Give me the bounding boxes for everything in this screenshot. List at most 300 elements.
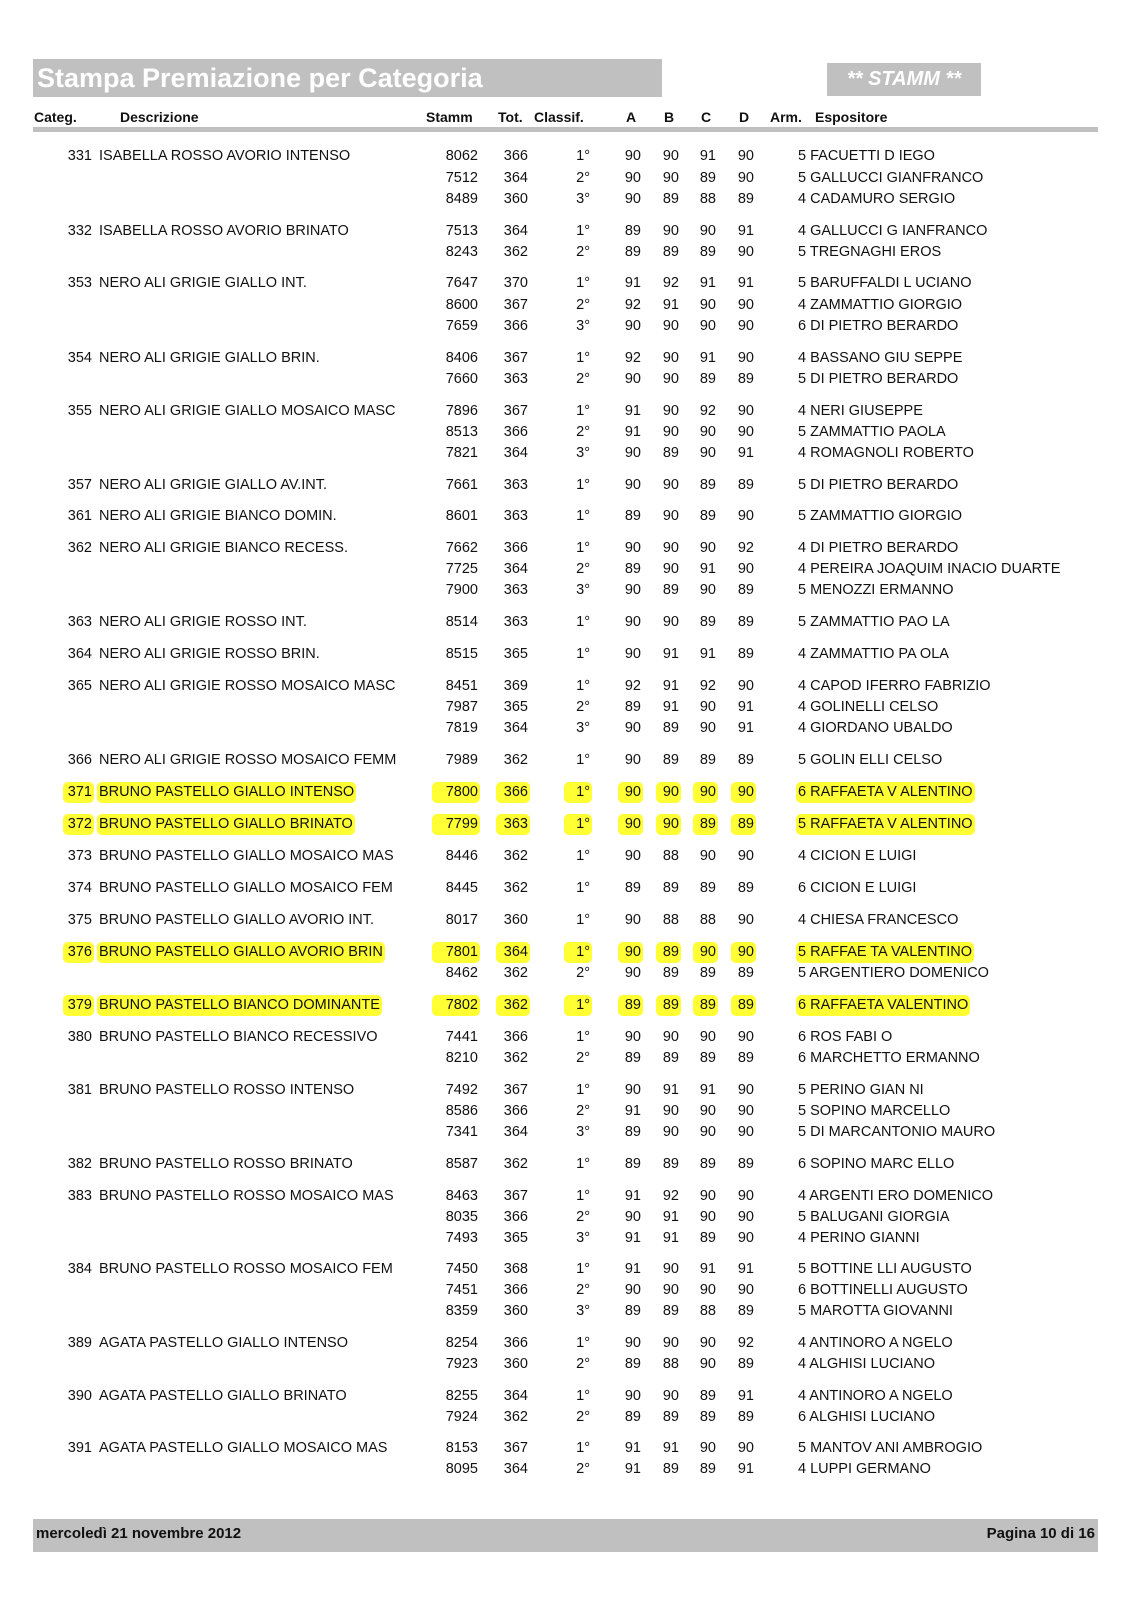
row-score-d: 89 — [737, 477, 754, 493]
row-categ: 353 — [67, 275, 92, 291]
table-row — [0, 146, 1131, 167]
row-score-d: 89 — [737, 582, 754, 598]
row-score-c: 89 — [699, 170, 716, 186]
row-score-c: 88 — [699, 912, 716, 928]
row-score-c: 90 — [699, 445, 716, 461]
row-espositore: 4 PEREIRA JOAQUIM INACIO DUARTE — [798, 561, 1061, 577]
table-row-highlighted — [0, 942, 1131, 963]
row-espositore: 4 CICION E LUIGI — [798, 848, 917, 864]
row-categ: 354 — [67, 350, 92, 366]
row-stamm: 8451 — [445, 678, 478, 694]
row-score-c: 91 — [699, 148, 716, 164]
row-espositore: 6 MARCHETTO ERMANNO — [798, 1050, 980, 1066]
row-total: 366 — [503, 1335, 528, 1351]
row-total: 363 — [503, 614, 528, 630]
row-score-c: 90 — [699, 1124, 716, 1140]
row-espositore: 5 DI PIETRO BERARDO — [798, 371, 959, 387]
row-classif: 1° — [576, 912, 590, 928]
row-score-d: 91 — [737, 699, 754, 715]
row-score-c: 92 — [699, 678, 716, 694]
table-row — [0, 1259, 1131, 1280]
row-total: 366 — [503, 148, 528, 164]
row-score-b: 90 — [662, 477, 679, 493]
row-stamm: 7659 — [445, 318, 478, 334]
row-score-a: 90 — [624, 1282, 641, 1298]
row-categ: 332 — [67, 223, 92, 239]
row-score-d: 91 — [737, 1261, 754, 1277]
row-score-c: 89 — [693, 995, 718, 1016]
row-classif: 1° — [564, 814, 592, 835]
row-total: 363 — [503, 582, 528, 598]
column-header-tot: Tot. — [498, 109, 523, 125]
row-espositore: 4 CADAMURO SERGIO — [798, 191, 956, 207]
row-score-a: 90 — [624, 752, 641, 768]
row-score-d: 89 — [737, 1356, 754, 1372]
row-score-a: 90 — [624, 148, 641, 164]
row-espositore: 5 TREGNAGHI EROS — [798, 244, 942, 260]
row-stamm: 8254 — [445, 1335, 478, 1351]
row-score-d: 90 — [737, 912, 754, 928]
row-score-a: 90 — [624, 371, 641, 387]
row-stamm: 8446 — [445, 848, 478, 864]
row-description: BRUNO PASTELLO ROSSO MOSAICO FEM — [99, 1261, 393, 1277]
row-total: 367 — [503, 403, 528, 419]
table-row — [0, 1438, 1131, 1459]
row-total: 366 — [503, 1029, 528, 1045]
column-header-b: B — [664, 109, 675, 125]
row-score-d: 90 — [731, 942, 756, 963]
row-stamm: 8017 — [445, 912, 478, 928]
row-stamm: 8601 — [445, 508, 478, 524]
row-score-a: 90 — [624, 1082, 641, 1098]
row-description: AGATA PASTELLO GIALLO INTENSO — [99, 1335, 348, 1351]
row-espositore: 5 MANTOV ANI AMBROGIO — [798, 1440, 983, 1456]
row-score-b: 90 — [656, 782, 681, 803]
row-score-b: 92 — [662, 1188, 679, 1204]
row-description: BRUNO PASTELLO ROSSO BRINATO — [99, 1156, 353, 1172]
row-description: NERO ALI GRIGIE ROSSO BRIN. — [99, 646, 320, 662]
row-score-b: 91 — [662, 699, 679, 715]
row-categ: 364 — [67, 646, 92, 662]
row-stamm: 7661 — [445, 477, 478, 493]
row-categ: 371 — [63, 782, 94, 803]
column-header-arm: Arm. — [770, 109, 802, 125]
row-classif: 1° — [576, 508, 590, 524]
row-stamm: 8463 — [445, 1188, 478, 1204]
row-score-c: 89 — [699, 1230, 716, 1246]
row-stamm: 8062 — [445, 148, 478, 164]
row-score-b: 90 — [662, 424, 679, 440]
table-row — [0, 295, 1131, 316]
row-categ: 331 — [67, 148, 92, 164]
footer-bar — [33, 1519, 1098, 1552]
row-description: BRUNO PASTELLO GIALLO AVORIO INT. — [99, 912, 375, 928]
row-espositore: 5 FACUETTI D IEGO — [798, 148, 935, 164]
table-row — [0, 910, 1131, 931]
row-classif: 2° — [576, 1050, 590, 1066]
row-espositore: 6 RAFFAETA V ALENTINO — [796, 782, 975, 803]
table-row — [0, 506, 1131, 527]
row-score-a: 92 — [624, 350, 641, 366]
row-score-c: 88 — [699, 191, 716, 207]
row-stamm: 7987 — [445, 699, 478, 715]
row-espositore: 5 DI PIETRO BERARDO — [798, 477, 959, 493]
row-score-b: 91 — [662, 678, 679, 694]
row-classif: 2° — [576, 244, 590, 260]
stamm-badge-label: ** STAMM ** — [846, 68, 962, 90]
row-classif: 1° — [576, 678, 590, 694]
row-score-d: 90 — [737, 1188, 754, 1204]
row-description: NERO ALI GRIGIE GIALLO INT. — [99, 275, 307, 291]
row-score-b: 91 — [662, 1082, 679, 1098]
table-row — [0, 963, 1131, 984]
row-score-a: 90 — [624, 720, 641, 736]
row-score-d: 90 — [737, 148, 754, 164]
row-score-a: 90 — [624, 1335, 641, 1351]
table-row — [0, 348, 1131, 369]
row-score-c: 90 — [699, 720, 716, 736]
row-classif: 3° — [576, 582, 590, 598]
row-espositore: 5 DI MARCANTONIO MAURO — [798, 1124, 996, 1140]
row-score-a: 92 — [624, 297, 641, 313]
row-score-d: 89 — [737, 1303, 754, 1319]
row-espositore: 4 GIORDANO UBALDO — [798, 720, 953, 736]
row-classif: 3° — [576, 1230, 590, 1246]
table-row — [0, 1080, 1131, 1101]
row-classif: 1° — [564, 942, 592, 963]
row-stamm: 7441 — [445, 1029, 478, 1045]
row-stamm: 7493 — [445, 1230, 478, 1246]
row-score-d: 90 — [737, 244, 754, 260]
row-score-b: 90 — [662, 318, 679, 334]
row-stamm: 8255 — [445, 1388, 478, 1404]
row-classif: 2° — [576, 170, 590, 186]
row-score-b: 89 — [662, 752, 679, 768]
table-row — [0, 273, 1131, 294]
row-classif: 2° — [576, 699, 590, 715]
row-score-b: 90 — [662, 170, 679, 186]
row-classif: 2° — [576, 1103, 590, 1119]
row-total: 364 — [503, 1461, 528, 1477]
row-espositore: 5 ZAMMATTIO PAOLA — [798, 424, 946, 440]
table-row — [0, 718, 1131, 739]
row-classif: 3° — [576, 1303, 590, 1319]
row-total: 362 — [503, 752, 528, 768]
row-score-b: 90 — [662, 403, 679, 419]
table-row-highlighted — [0, 814, 1131, 835]
row-score-d: 91 — [737, 275, 754, 291]
row-espositore: 4 NERI GIUSEPPE — [798, 403, 923, 419]
table-row — [0, 443, 1131, 464]
row-score-c: 90 — [699, 1188, 716, 1204]
row-total: 360 — [503, 191, 528, 207]
row-total: 360 — [503, 1356, 528, 1372]
row-espositore: 5 RAFFAE TA VALENTINO — [796, 942, 974, 963]
row-categ: 357 — [67, 477, 92, 493]
row-score-a: 89 — [624, 244, 641, 260]
row-stamm: 8153 — [445, 1440, 478, 1456]
row-classif: 1° — [576, 403, 590, 419]
row-total: 364 — [503, 223, 528, 239]
row-classif: 1° — [564, 782, 592, 803]
row-espositore: 4 GOLINELLI CELSO — [798, 699, 939, 715]
row-espositore: 5 GALLUCCI GIANFRANCO — [798, 170, 984, 186]
row-score-c: 90 — [699, 1209, 716, 1225]
row-espositore: 4 LUPPI GERMANO — [798, 1461, 931, 1477]
row-score-c: 89 — [699, 965, 716, 981]
column-header-stamm: Stamm — [426, 109, 473, 125]
row-stamm: 8514 — [445, 614, 478, 630]
table-row — [0, 168, 1131, 189]
row-score-a: 90 — [624, 646, 641, 662]
row-espositore: 5 ZAMMATTIO PAO LA — [798, 614, 950, 630]
row-score-c: 90 — [699, 848, 716, 864]
table-row — [0, 369, 1131, 390]
row-classif: 1° — [576, 1029, 590, 1045]
row-score-c: 89 — [699, 1461, 716, 1477]
row-score-a: 90 — [624, 318, 641, 334]
row-score-a: 90 — [624, 1388, 641, 1404]
row-score-d: 90 — [737, 318, 754, 334]
row-score-b: 90 — [662, 1103, 679, 1119]
row-classif: 3° — [576, 318, 590, 334]
column-header-a: A — [626, 109, 637, 125]
row-stamm: 7800 — [432, 782, 480, 803]
row-total: 362 — [503, 880, 528, 896]
row-score-a: 89 — [624, 699, 641, 715]
row-score-a: 90 — [624, 445, 641, 461]
row-score-a: 91 — [624, 1188, 641, 1204]
row-classif: 1° — [576, 752, 590, 768]
row-total: 364 — [503, 170, 528, 186]
row-score-c: 90 — [699, 1356, 716, 1372]
row-score-c: 89 — [699, 880, 716, 896]
row-score-d: 89 — [737, 1050, 754, 1066]
row-score-d: 89 — [737, 1156, 754, 1172]
row-classif: 2° — [576, 1209, 590, 1225]
row-score-d: 91 — [737, 445, 754, 461]
row-stamm: 8035 — [445, 1209, 478, 1225]
row-description: NERO ALI GRIGIE GIALLO BRIN. — [99, 350, 320, 366]
row-score-d: 90 — [737, 350, 754, 366]
row-espositore: 5 ZAMMATTIO GIORGIO — [798, 508, 963, 524]
footer-date: mercoledì 21 novembre 2012 — [36, 1525, 242, 1542]
row-score-b: 90 — [662, 561, 679, 577]
row-categ: 391 — [67, 1440, 92, 1456]
row-stamm: 7660 — [445, 371, 478, 387]
row-categ: 372 — [63, 814, 94, 835]
row-score-c: 90 — [699, 1282, 716, 1298]
row-stamm: 8445 — [445, 880, 478, 896]
row-score-b: 90 — [662, 614, 679, 630]
row-stamm: 7819 — [445, 720, 478, 736]
table-row — [0, 1333, 1131, 1354]
row-total: 363 — [496, 814, 530, 835]
row-stamm: 8243 — [445, 244, 478, 260]
row-classif: 3° — [576, 1124, 590, 1140]
row-espositore: 4 GALLUCCI G IANFRANCO — [798, 223, 988, 239]
footer-page-number: Pagina 10 di 16 — [986, 1525, 1095, 1542]
row-score-d: 89 — [737, 880, 754, 896]
row-description: BRUNO PASTELLO BIANCO DOMINANTE — [97, 995, 382, 1016]
table-row — [0, 1207, 1131, 1228]
row-classif: 2° — [576, 371, 590, 387]
table-row — [0, 221, 1131, 242]
table-row — [0, 1154, 1131, 1175]
row-stamm: 8586 — [445, 1103, 478, 1119]
row-stamm: 8359 — [445, 1303, 478, 1319]
row-categ: 380 — [67, 1029, 92, 1045]
row-total: 364 — [496, 942, 530, 963]
row-description: BRUNO PASTELLO GIALLO MOSAICO FEM — [99, 880, 393, 896]
row-score-d: 91 — [737, 1461, 754, 1477]
row-score-b: 89 — [662, 880, 679, 896]
row-stamm: 8489 — [445, 191, 478, 207]
column-header-c: C — [701, 109, 712, 125]
row-description: AGATA PASTELLO GIALLO BRINATO — [99, 1388, 347, 1404]
row-score-d: 91 — [737, 1388, 754, 1404]
row-espositore: 4 ARGENTI ERO DOMENICO — [798, 1188, 993, 1204]
row-stamm: 7799 — [432, 814, 480, 835]
row-score-b: 90 — [662, 148, 679, 164]
row-stamm: 7900 — [445, 582, 478, 598]
row-total: 367 — [503, 1440, 528, 1456]
row-categ: 382 — [67, 1156, 92, 1172]
row-score-a: 89 — [624, 1356, 641, 1372]
row-stamm: 8210 — [445, 1050, 478, 1066]
row-score-c: 89 — [699, 477, 716, 493]
row-espositore: 4 PERINO GIANNI — [798, 1230, 920, 1246]
row-score-a: 89 — [624, 1303, 641, 1319]
row-score-d: 89 — [737, 1409, 754, 1425]
row-categ: 366 — [67, 752, 92, 768]
row-total: 362 — [503, 1156, 528, 1172]
row-total: 362 — [503, 848, 528, 864]
row-score-c: 90 — [699, 318, 716, 334]
row-score-c: 89 — [699, 371, 716, 387]
row-score-a: 91 — [624, 424, 641, 440]
table-row — [0, 676, 1131, 697]
table-row — [0, 1122, 1131, 1143]
row-espositore: 5 MAROTTA GIOVANNI — [798, 1303, 953, 1319]
row-score-d: 90 — [737, 403, 754, 419]
row-classif: 1° — [576, 1188, 590, 1204]
row-total: 362 — [503, 965, 528, 981]
column-header-classif: Classif. — [534, 109, 584, 125]
row-total: 366 — [503, 318, 528, 334]
table-row — [0, 1280, 1131, 1301]
column-header-espositore: Espositore — [815, 109, 888, 125]
row-espositore: 4 DI PIETRO BERARDO — [798, 540, 959, 556]
row-score-d: 92 — [737, 540, 754, 556]
column-header-categ: Categ. — [34, 109, 77, 125]
row-espositore: 6 RAFFAETA VALENTINO — [796, 995, 970, 1016]
row-score-a: 89 — [624, 508, 641, 524]
row-stamm: 7450 — [445, 1261, 478, 1277]
row-score-b: 91 — [662, 1209, 679, 1225]
row-description: NERO ALI GRIGIE BIANCO RECESS. — [99, 540, 348, 556]
row-score-c: 91 — [699, 1082, 716, 1098]
row-score-a: 89 — [624, 1124, 641, 1140]
row-stamm: 8600 — [445, 297, 478, 313]
row-categ: 361 — [67, 508, 92, 524]
row-score-b: 89 — [662, 720, 679, 736]
row-score-b: 90 — [662, 1282, 679, 1298]
table-row — [0, 1186, 1131, 1207]
row-score-d: 90 — [737, 1029, 754, 1045]
table-row — [0, 559, 1131, 580]
row-score-d: 90 — [737, 1282, 754, 1298]
row-score-b: 89 — [662, 1303, 679, 1319]
row-score-d: 90 — [737, 297, 754, 313]
row-score-c: 89 — [699, 508, 716, 524]
row-score-c: 90 — [699, 540, 716, 556]
row-score-c: 89 — [699, 1156, 716, 1172]
row-description: ISABELLA ROSSO AVORIO BRINATO — [99, 223, 349, 239]
row-espositore: 5 SOPINO MARCELLO — [798, 1103, 951, 1119]
row-score-b: 88 — [662, 912, 679, 928]
row-espositore: 5 MENOZZI ERMANNO — [798, 582, 954, 598]
row-categ: 379 — [63, 995, 94, 1016]
row-score-b: 90 — [662, 350, 679, 366]
row-score-c: 90 — [699, 1029, 716, 1045]
row-score-c: 91 — [699, 275, 716, 291]
row-description: BRUNO PASTELLO GIALLO AVORIO BRIN — [97, 942, 385, 963]
row-classif: 3° — [576, 720, 590, 736]
row-total: 368 — [503, 1261, 528, 1277]
row-score-a: 91 — [624, 1461, 641, 1477]
row-categ: 373 — [67, 848, 92, 864]
row-score-b: 89 — [662, 582, 679, 598]
row-score-a: 89 — [624, 880, 641, 896]
row-description: BRUNO PASTELLO BIANCO RECESSIVO — [99, 1029, 378, 1045]
row-categ: 384 — [67, 1261, 92, 1277]
row-score-c: 89 — [699, 1050, 716, 1066]
row-score-d: 90 — [737, 848, 754, 864]
row-score-c: 90 — [693, 782, 718, 803]
row-description: NERO ALI GRIGIE ROSSO MOSAICO FEMM — [99, 752, 397, 768]
row-description: BRUNO PASTELLO ROSSO INTENSO — [99, 1082, 355, 1098]
row-categ: 376 — [63, 942, 94, 963]
row-categ: 362 — [67, 540, 92, 556]
row-categ: 390 — [67, 1388, 92, 1404]
row-score-b: 89 — [662, 1156, 679, 1172]
row-espositore: 5 BARUFFALDI L UCIANO — [798, 275, 972, 291]
row-score-d: 90 — [731, 782, 756, 803]
row-total: 366 — [503, 1209, 528, 1225]
table-row — [0, 1301, 1131, 1322]
row-score-c: 89 — [699, 614, 716, 630]
row-stamm: 7924 — [445, 1409, 478, 1425]
row-espositore: 4 ROMAGNOLI ROBERTO — [798, 445, 974, 461]
row-score-a: 90 — [618, 782, 643, 803]
row-score-a: 89 — [624, 1050, 641, 1066]
row-score-a: 91 — [624, 275, 641, 291]
row-score-b: 91 — [662, 646, 679, 662]
row-espositore: 4 ANTINORO A NGELO — [798, 1335, 953, 1351]
row-total: 363 — [503, 508, 528, 524]
row-score-b: 89 — [662, 244, 679, 260]
row-score-a: 90 — [618, 814, 643, 835]
row-score-d: 90 — [737, 1124, 754, 1140]
row-score-b: 90 — [656, 814, 681, 835]
row-score-d: 90 — [737, 424, 754, 440]
row-total: 360 — [503, 912, 528, 928]
row-description: ISABELLA ROSSO AVORIO INTENSO — [99, 148, 351, 164]
row-description: BRUNO PASTELLO GIALLO INTENSO — [97, 782, 356, 803]
row-score-a: 91 — [624, 1440, 641, 1456]
row-espositore: 5 ARGENTIERO DOMENICO — [798, 965, 989, 981]
